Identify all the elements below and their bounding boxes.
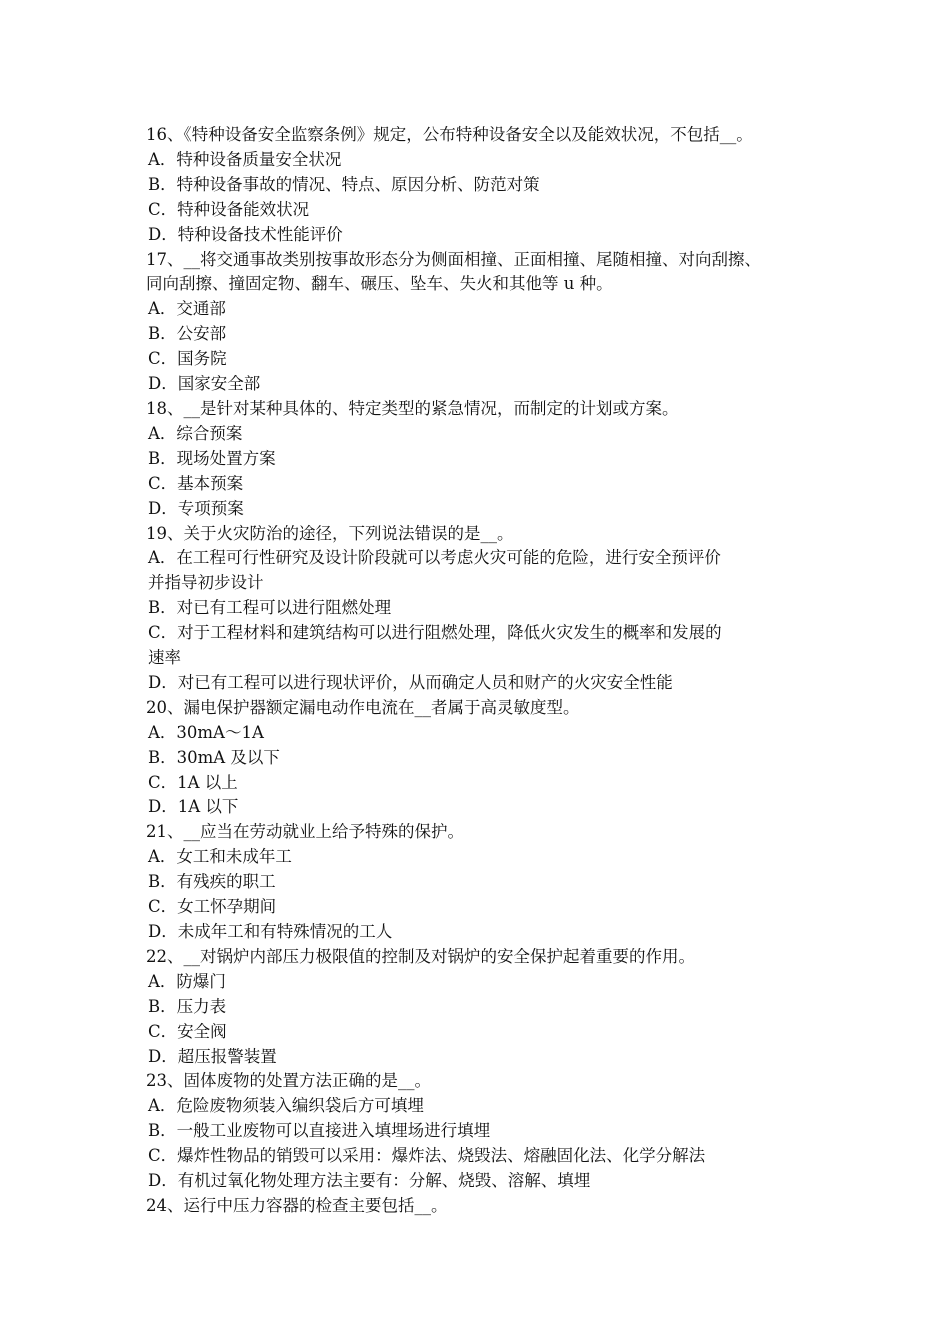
question-21 xyxy=(146,820,826,945)
option-text: C．对于工程材料和建筑结构可以进行阻燃处理，降低火灾发生的概率和发展的 xyxy=(148,623,722,643)
option-text: 速率 xyxy=(148,648,181,668)
answer-option-d xyxy=(146,920,826,945)
answer-option-b xyxy=(146,870,826,895)
option-text: C．特种设备能效状况 xyxy=(148,199,310,219)
answer-option-a xyxy=(146,845,826,870)
question-23 xyxy=(146,1069,826,1194)
answer-option-c xyxy=(146,1020,826,1045)
option-text: D．专项预案 xyxy=(148,498,244,518)
question-text: 22、__对锅炉内部压力极限值的控制及对锅炉的安全保护起着重要的作用。 xyxy=(146,946,695,966)
answer-option-c xyxy=(146,771,826,796)
answer-option-d xyxy=(146,795,826,820)
question-18 xyxy=(146,397,826,522)
answer-option-a xyxy=(146,422,826,447)
option-text: C．女工怀孕期间 xyxy=(148,897,277,917)
option-text: B．特种设备事故的情况、特点、原因分析、防范对策 xyxy=(148,174,540,194)
question-text: 19、关于火灾防治的途径，下列说法错误的是__。 xyxy=(146,523,514,543)
answer-option-a xyxy=(146,148,826,173)
option-text: C．基本预案 xyxy=(148,473,244,493)
answer-option-a xyxy=(146,1094,826,1119)
answer-option-b xyxy=(146,746,826,771)
answer-option-a xyxy=(146,970,826,995)
option-text: A．防爆门 xyxy=(148,971,226,991)
answer-option-b xyxy=(146,447,826,472)
option-text: A．危险废物须装入编织袋后方可填埋 xyxy=(148,1096,424,1116)
answer-option-b xyxy=(146,1119,826,1144)
question-text: 17、__将交通事故类别按事故形态分为侧面相撞、正面相撞、尾随相撞、对向刮擦、 xyxy=(146,249,761,269)
question-text: 20、漏电保护器额定漏电动作电流在__者属于高灵敏度型。 xyxy=(146,697,580,717)
question-17 xyxy=(146,248,826,397)
answer-option-d xyxy=(146,223,826,248)
document-page xyxy=(146,123,826,1219)
answer-option-c xyxy=(146,1144,826,1169)
option-text: D．1A 以下 xyxy=(148,797,239,817)
option-text: A．在工程可行性研究及设计阶段就可以考虑火灾可能的危险，进行安全预评价 xyxy=(148,548,721,568)
question-text: 21、__应当在劳动就业上给予特殊的保护。 xyxy=(146,822,464,842)
option-text: D．有机过氧化物处理方法主要有：分解、烧毁、溶解、填埋 xyxy=(148,1171,591,1191)
option-text: C．国务院 xyxy=(148,349,227,369)
option-text: A．特种设备质量安全状况 xyxy=(148,149,342,169)
option-text: B．公安部 xyxy=(148,324,227,344)
question-text: 18、__是针对某种具体的、特定类型的紧急情况，而制定的计划或方案。 xyxy=(146,398,679,418)
option-text: C．爆炸性物品的销毁可以采用：爆炸法、烧毁法、熔融固化法、化学分解法 xyxy=(148,1146,706,1166)
option-text: D．超压报警装置 xyxy=(148,1046,277,1066)
answer-option-c xyxy=(146,895,826,920)
question-19 xyxy=(146,522,826,696)
option-text: A．女工和未成年工 xyxy=(148,847,292,867)
answer-option-d xyxy=(146,1169,826,1194)
option-text: B．现场处置方案 xyxy=(148,448,276,468)
option-text: B．30mA 及以下 xyxy=(148,747,280,767)
answer-option-c xyxy=(146,621,826,671)
option-text: C．1A 以上 xyxy=(148,772,238,792)
option-text: B．压力表 xyxy=(148,996,227,1016)
option-text: D．未成年工和有特殊情况的工人 xyxy=(148,922,393,941)
answer-option-d xyxy=(146,372,826,397)
question-20 xyxy=(146,696,826,821)
answer-option-b xyxy=(146,173,826,198)
answer-option-b xyxy=(146,995,826,1020)
answer-option-d xyxy=(146,1045,826,1070)
answer-option-a xyxy=(146,297,826,322)
option-text: D．特种设备技术性能评价 xyxy=(148,224,343,244)
question-text: 23、固体废物的处置方法正确的是__。 xyxy=(146,1071,431,1091)
question-text: 16、《特种设备安全监察条例》规定，公布特种设备安全以及能效状况，不包括__。 xyxy=(146,125,753,144)
answer-option-c xyxy=(146,347,826,372)
answer-option-b xyxy=(146,596,826,621)
option-text: C．安全阀 xyxy=(148,1021,227,1041)
option-text: D．对已有工程可以进行现状评价，从而确定人员和财产的火灾安全性能 xyxy=(148,672,673,692)
question-22 xyxy=(146,945,826,1070)
question-24 xyxy=(146,1194,826,1219)
answer-option-c xyxy=(146,472,826,497)
option-text: B．一般工业废物可以直接进入填埋场进行填埋 xyxy=(148,1121,491,1141)
answer-option-d xyxy=(146,671,826,696)
answer-option-b xyxy=(146,322,826,347)
question-text: 24、运行中压力容器的检查主要包括__。 xyxy=(146,1195,448,1215)
question-16 xyxy=(146,123,826,248)
option-text: D．国家安全部 xyxy=(148,374,261,394)
question-text: 同向刮擦、撞固定物、翻车、碾压、坠车、失火和其他等 u 种。 xyxy=(146,274,613,294)
option-text: A．30mA～1A xyxy=(148,722,264,742)
option-text: B．对已有工程可以进行阻燃处理 xyxy=(148,598,392,618)
option-text: B．有残疾的职工 xyxy=(148,872,276,892)
answer-option-a xyxy=(146,721,826,746)
option-text: A．交通部 xyxy=(148,299,226,319)
option-text: A．综合预案 xyxy=(148,423,243,443)
answer-option-a xyxy=(146,546,826,596)
answer-option-c xyxy=(146,198,826,223)
option-text: 并指导初步设计 xyxy=(148,573,264,593)
answer-option-d xyxy=(146,497,826,522)
